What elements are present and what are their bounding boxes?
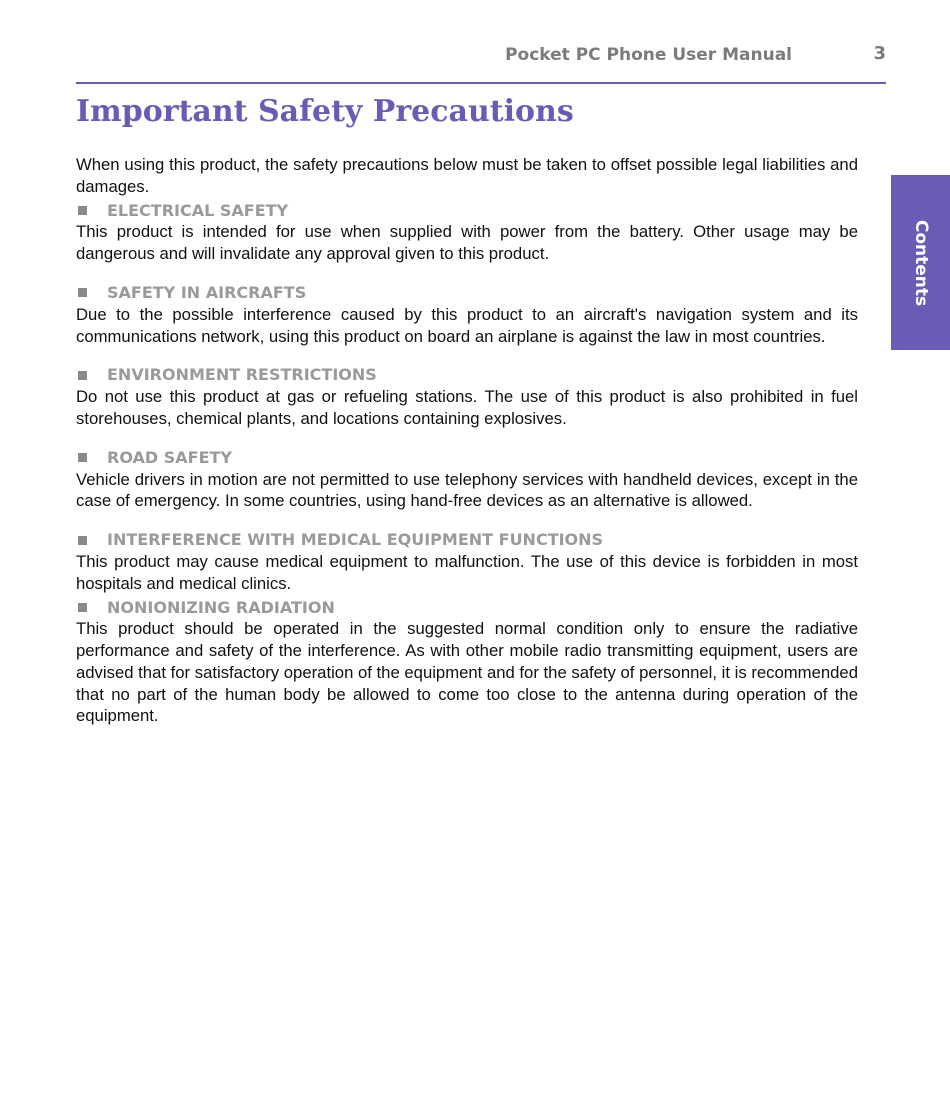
section-heading-text: ROAD SAFETY [107, 447, 232, 467]
section-heading-text: SAFETY IN AIRCRAFTS [107, 282, 307, 302]
section-heading-text: ENVIRONMENT RESTRICTIONS [107, 365, 377, 385]
section-environment-restrictions [76, 364, 858, 429]
section-medical-equipment [76, 529, 858, 594]
section-heading [76, 282, 858, 304]
square-bullet-icon [78, 536, 87, 545]
main-content [76, 154, 858, 727]
section-body: Due to the possible interference caused by this product to an aircraft's navigation system and its communications network, using this product on board an airplane is against the law in most countries. [76, 304, 858, 346]
section-heading [76, 364, 858, 386]
section-road-safety [76, 447, 858, 512]
section-electrical-safety [76, 199, 858, 264]
square-bullet-icon [78, 206, 87, 215]
section-body: This product is intended for use when supplied with power from the battery. Other usage may be dangerous and will invalidate any approval given to this product. [76, 222, 858, 264]
page-header [76, 40, 886, 84]
section-nonionizing-radiation [76, 596, 858, 727]
section-body: Do not use this product at gas or refueling stations. The use of this product is also prohibited in fuel storehouses, chemical plants, and locations containing explosives. [76, 387, 858, 428]
section-safety-in-aircrafts [76, 282, 858, 347]
square-bullet-icon [78, 371, 87, 380]
square-bullet-icon [78, 288, 87, 297]
square-bullet-icon [78, 603, 87, 612]
section-heading [76, 529, 858, 551]
contents-tab[interactable] [891, 175, 950, 350]
section-heading-text: NONIONIZING RADIATION [107, 597, 335, 617]
section-body: Vehicle drivers in motion are not permitted to use telephony services with handheld devices, except in the case of emergency. In some countries, using hand-free devices as an alternative is allowed. [76, 469, 858, 511]
contents-tab-label: Contents [910, 219, 931, 306]
section-heading [76, 199, 858, 221]
square-bullet-icon [78, 453, 87, 462]
section-heading [76, 596, 858, 618]
section-heading-text: ELECTRICAL SAFETY [107, 200, 289, 220]
intro-paragraph: When using this product, the safety precautions below must be taken to offset possible legal liabilities and damages. [76, 155, 858, 196]
page-number: 3 [873, 43, 886, 64]
page-title: Important Safety Precautions [76, 94, 574, 129]
manual-title: Pocket PC Phone User Manual [505, 45, 792, 65]
section-heading-text: INTERFERENCE WITH MEDICAL EQUIPMENT FUNCTIONS [107, 530, 604, 550]
section-body: This product should be operated in the suggested normal condition only to ensure the radiative performance and safety of the interference. As with other mobile radio transmitting equipment, users are advised that for satisfactory operation of the equipment and for the safety of personnel, it is recommended that no part of the human body be allowed to come too close to the antenna during operation of the equipment. [76, 619, 858, 726]
section-heading [76, 447, 858, 469]
section-body: This product may cause medical equipment to malfunction. The use of this device is forbidden in most hospitals and medical clinics. [76, 552, 858, 593]
